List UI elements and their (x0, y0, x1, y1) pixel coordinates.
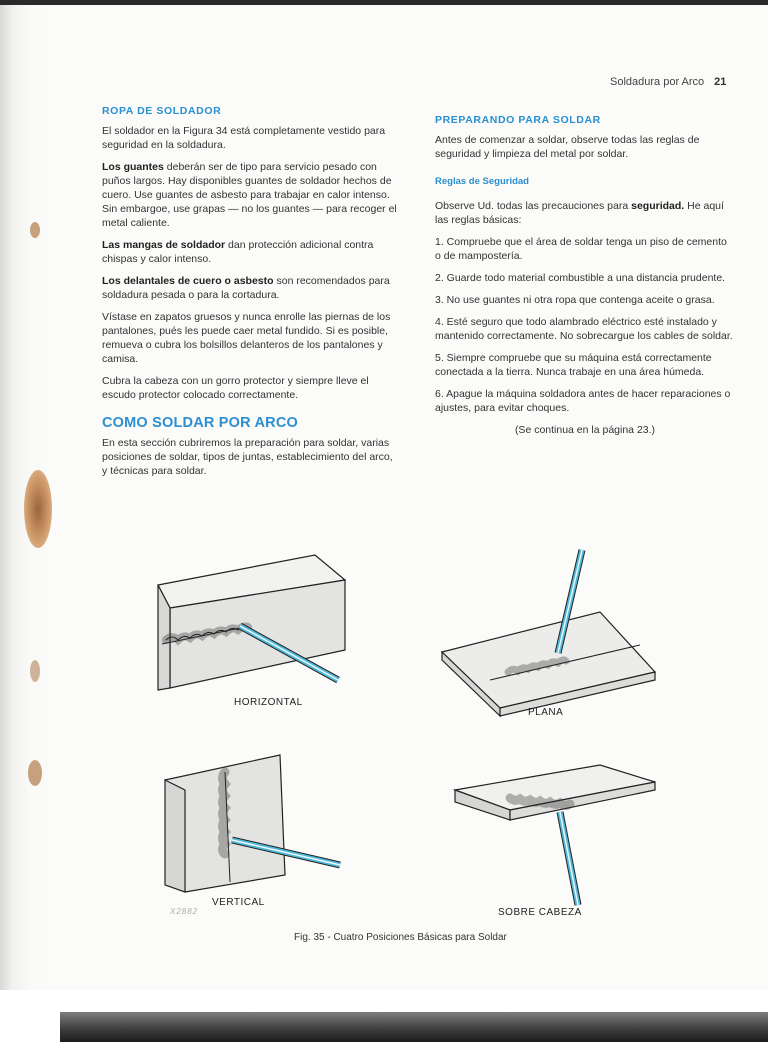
right-column (435, 113, 735, 437)
paragraph: Vístase en zapatos gruesos y nunca enrolle las piernas de los pantalones, pués les puede caer metal fundido. Si es posible, remueva o cubra los bolsillos delanteros de los pantalones y camisa. (102, 311, 391, 365)
continued-note: (Se continua en la página 23.) (514, 424, 656, 436)
paragraph (102, 160, 400, 230)
rules-intro (435, 199, 735, 227)
rule-item: 5. Siempre compruebe que su máquina está correctamente conectada a la tierra. Nunca trabaje en una área húmeda. (435, 352, 712, 378)
bold-phrase: Los guantes (102, 161, 164, 173)
ropa-heading: ROPA DE SOLDADOR (102, 105, 222, 117)
intro-text: He aquí las reglas básicas: (435, 200, 724, 226)
scan-edge-bar (60, 1012, 768, 1042)
stain-mark (30, 222, 40, 238)
paragraph: Antes de comenzar a soldar, observe todas las reglas de seguridad y limpieza del metal por soldar. (435, 134, 700, 160)
como-heading: COMO SOLDAR POR ARCO (102, 415, 298, 431)
left-column (102, 104, 400, 486)
rule-item: 3. No use guantes ni otra ropa que contenga aceite o grasa. (435, 294, 715, 306)
paragraph (102, 274, 400, 302)
paragraph: En esta sección cubriremos la preparación para soldar, varias posiciones de soldar, tipos de juntas, establecimiento del arco, y técnicas para soldar. (102, 437, 393, 477)
bold-phrase: Los delantales de cuero o asbesto (102, 275, 274, 287)
paragraph-text: dan protección adicional contra chispas y calor intenso. (102, 239, 374, 265)
reglas-heading: Reglas de Seguridad (435, 176, 529, 187)
stain-mark (24, 470, 52, 548)
label-plana: PLANA (528, 707, 564, 718)
figure-code: X2882 (170, 907, 199, 916)
figure-caption: Fig. 35 - Cuatro Posiciones Básicas para Soldar (294, 932, 507, 943)
rule-item: 2. Guarde todo material combustible a una distancia prudente. (435, 272, 726, 284)
intro-text: Observe Ud. todas las precauciones para (435, 200, 632, 212)
label-sobre-cabeza: SOBRE CABEZA (498, 907, 582, 918)
horizontal-weld-drawing (158, 555, 345, 690)
paragraph (102, 238, 400, 266)
preparando-heading: PREPARANDO PARA SOLDAR (435, 114, 601, 126)
rule-item: 6. Apague la máquina soldadora antes de hacer reparaciones o ajustes, para evitar choques. (435, 388, 731, 414)
rule-item: 4. Esté seguro que todo alambrado eléctrico esté instalado y mantenido correctamente. No sobrecargue los cables de soldar. (435, 316, 733, 342)
running-header (610, 76, 726, 88)
welding-illustration (150, 540, 670, 950)
top-edge (0, 0, 768, 5)
page-number: 21 (714, 76, 727, 88)
label-vertical: VERTICAL (212, 897, 265, 908)
paragraph-text: deberán ser de tipo para servicio pesado con puños largos. Hay disponibles guantes de soldador hechos de cuero. Use guantes de asbesto para trabajar en calor intenso. Sin embargoe, use grapas — no los guantes — para recoger el metal caliente. (102, 161, 397, 229)
stain-mark (30, 660, 40, 682)
stain-mark (28, 760, 42, 786)
rule-item: 1. Compruebe que el área de soldar tenga un piso de cemento o de mampostería. (435, 236, 727, 262)
label-horizontal: HORIZONTAL (234, 697, 303, 708)
bold-phrase: seguridad. (631, 200, 685, 212)
paragraph: Cubra la cabeza con un gorro protector y siempre lleve el escudo protector colocado correctamente. (102, 375, 369, 401)
paragraph: El soldador en la Figura 34 está completamente vestido para seguridad en la soldadura. (102, 125, 386, 151)
bold-phrase: Las mangas de soldador (102, 239, 226, 251)
welding-positions-figure (150, 540, 670, 950)
vertical-weld-drawing (165, 755, 340, 892)
flat-weld-drawing (442, 550, 655, 716)
overhead-weld-drawing (455, 765, 655, 905)
paragraph-text: son recomendados para soldadura pesada o para la cortadura. (102, 275, 390, 301)
running-title: Soldadura por Arco (610, 76, 705, 88)
